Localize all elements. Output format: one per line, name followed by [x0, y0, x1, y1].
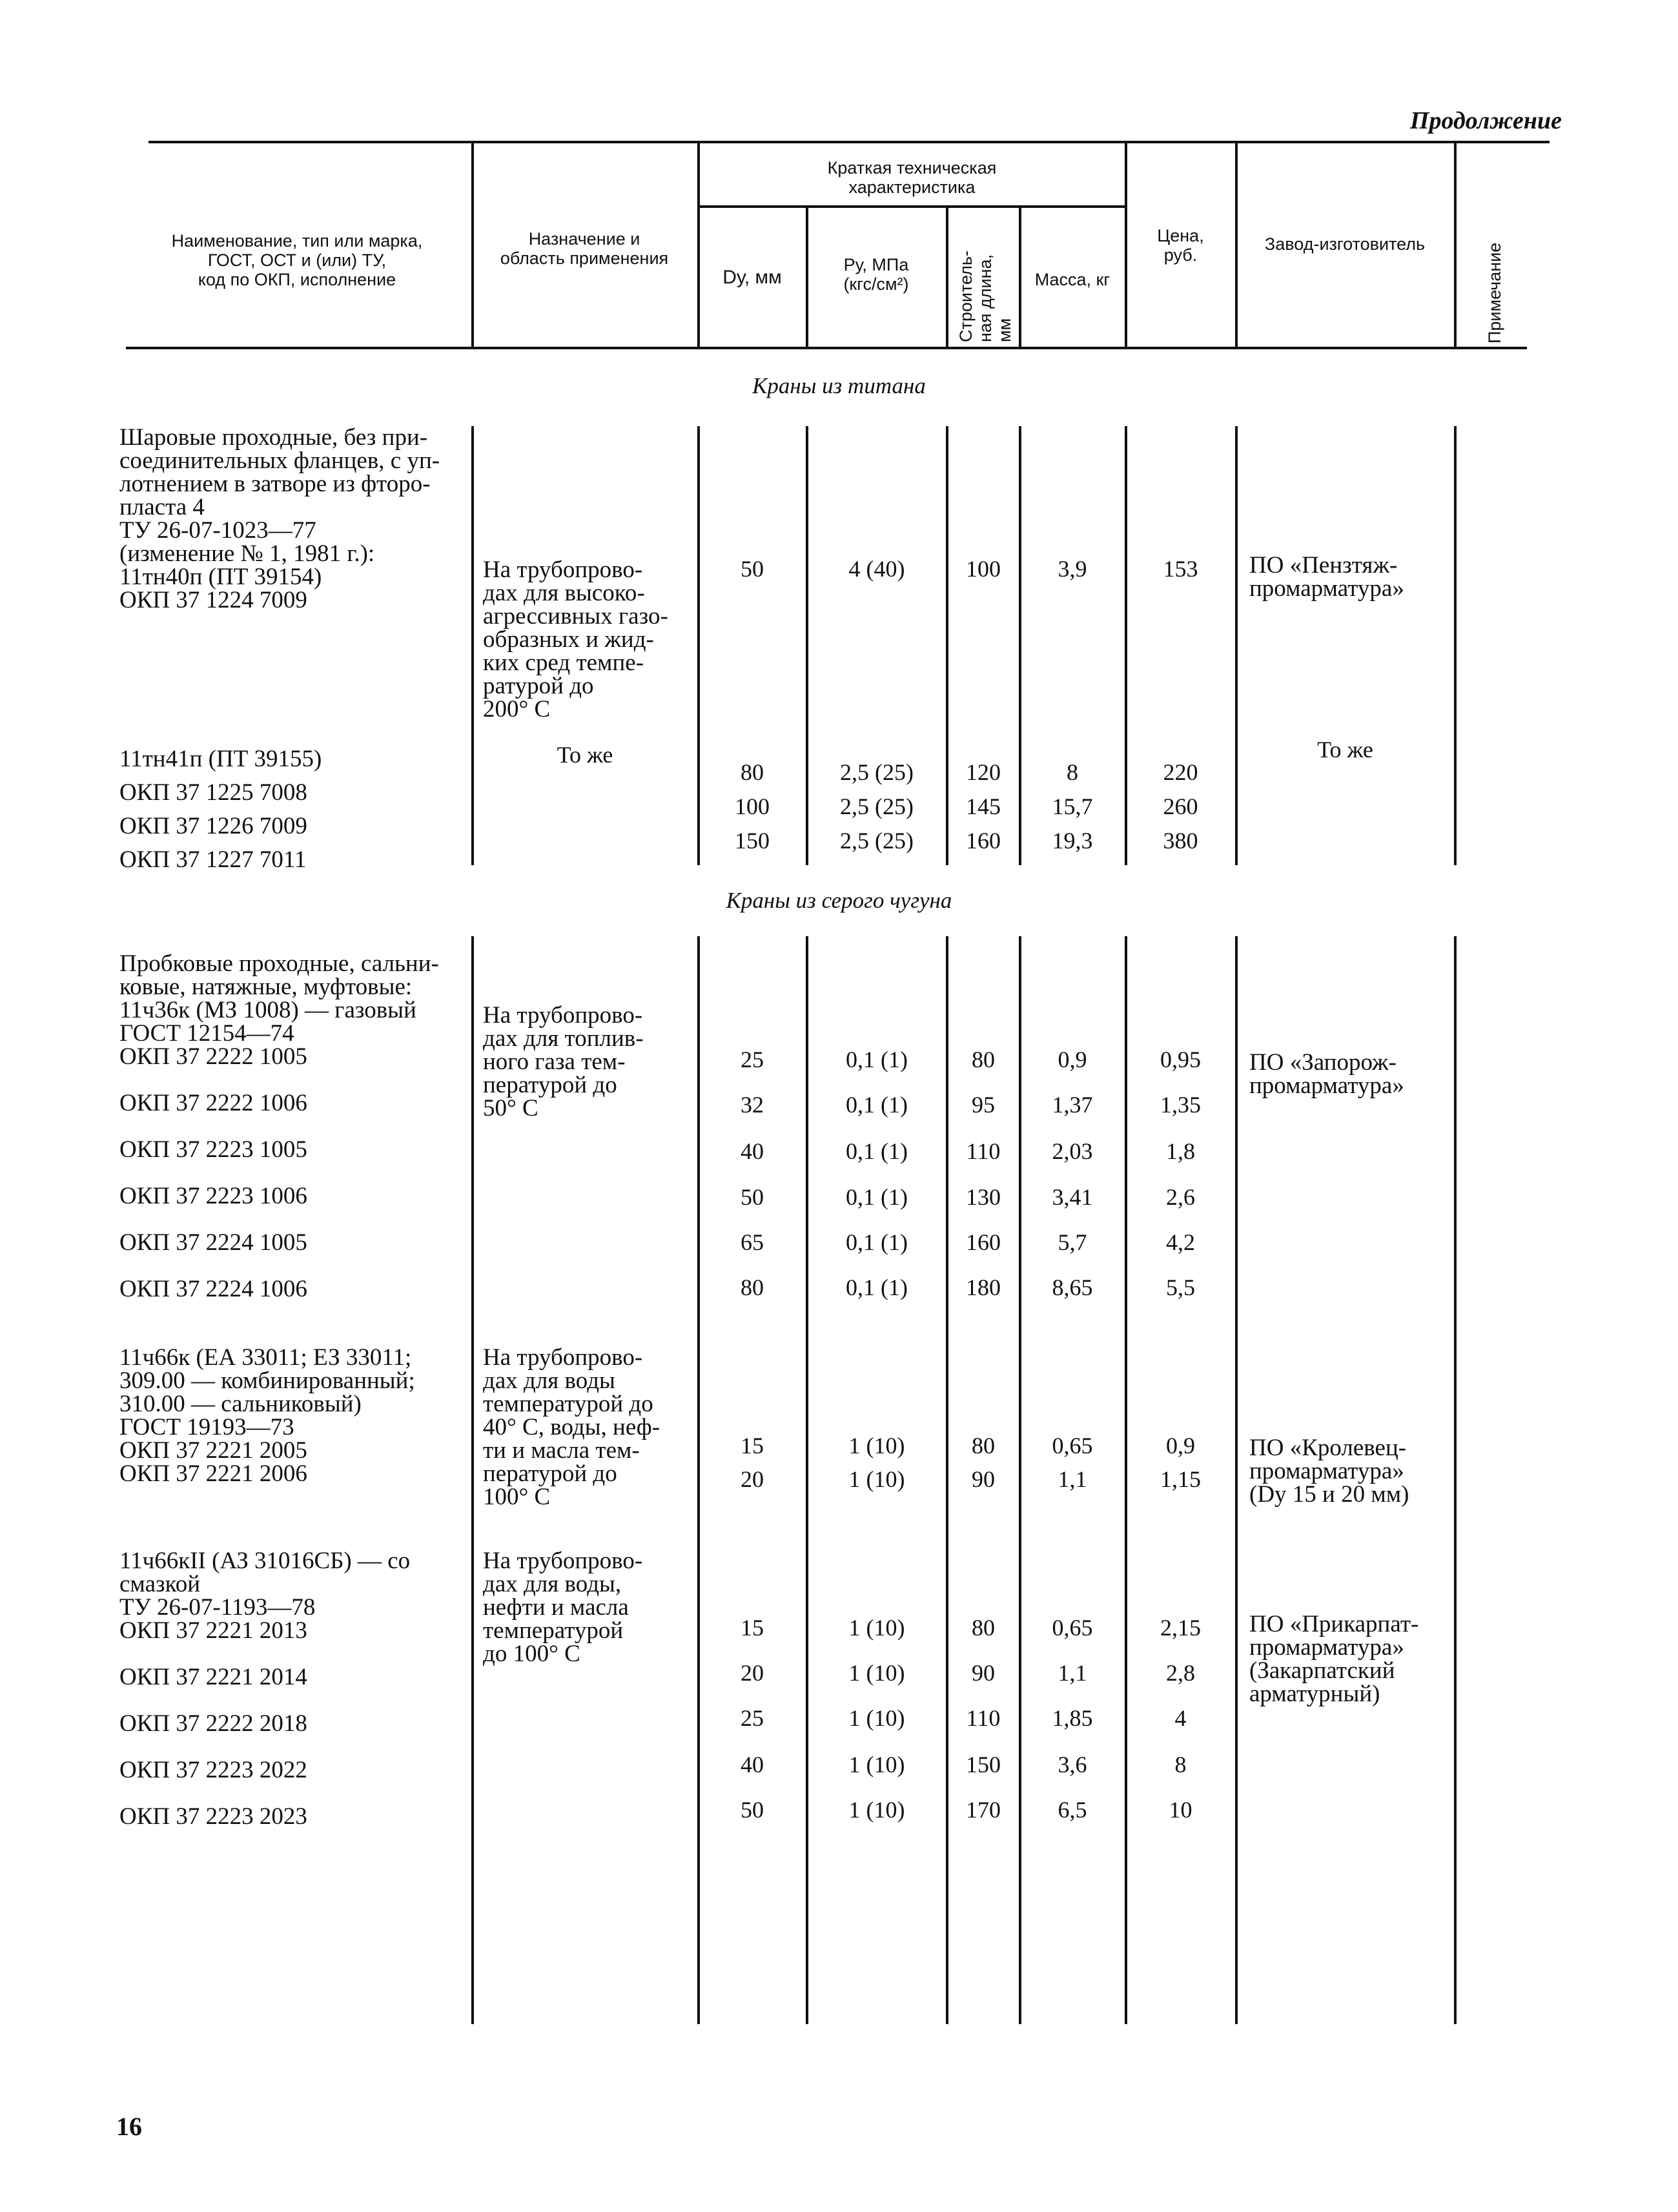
header-purpose: Назначение и область применения [500, 229, 669, 268]
b3r0-dy: 15 [741, 1433, 764, 1459]
block-4-purpose: На трубопрово- дах для воды, нефти и масла температурой до 100° С [483, 1548, 643, 1667]
b4r1-len: 90 [972, 1660, 995, 1686]
b4r0-len: 80 [972, 1615, 995, 1641]
b1r2-price: 380 [1163, 828, 1198, 854]
b4r3-price: 8 [1174, 1752, 1187, 1777]
b1r2-py: 2,5 (25) [840, 828, 914, 854]
block-0-name: Шаровые проходные, без при- соединительных фланцев, с уп- лотнением в затворе из фторо- пласта 4 ТУ 26-07-1023—77 (изменение № 1, 1981 г.): 11тн40п (ПТ 39154) ОКП 37 1224 7009 [119, 424, 440, 613]
b2r2-dy: 40 [741, 1138, 764, 1164]
b2r2-mass: 2,03 [1052, 1138, 1093, 1164]
b0r0-price: 153 [1163, 556, 1198, 582]
b0r0-py: 4 (40) [848, 556, 905, 582]
block-4-name: 11ч66кII (АЗ 31016СБ) — со смазкой ТУ 26-07-1193—78 ОКП 37 2221 2013 ОКП 37 2221 2014 ОКП 37 2222 2018 ОКП 37 2223 2022 ОКП 37 2223 2023 [119, 1548, 411, 1830]
b3r1-py: 1 (10) [848, 1466, 905, 1492]
header-name: Наименование, тип или марка, ГОСТ, ОСТ и (или) ТУ, код по ОКП, исполнение [171, 231, 423, 289]
header-col-sep-4 [946, 207, 948, 347]
b3r1-price: 1,15 [1160, 1466, 1201, 1492]
b2r1-len: 95 [972, 1092, 995, 1118]
b2r4-mass: 5,7 [1058, 1229, 1087, 1255]
b1r0-mass: 8 [1067, 759, 1078, 785]
header-maker: Завод-изготовитель [1264, 234, 1426, 254]
body1-col-sep-8 [1454, 426, 1457, 865]
b4r0-dy: 15 [741, 1615, 764, 1641]
b1r0-len: 120 [966, 759, 1001, 785]
b3r0-mass: 0,65 [1052, 1433, 1093, 1459]
header-spec-group: Краткая техническая характеристика [827, 158, 997, 197]
block-3-name: 11ч66к (ЕА 33011; ЕЗ 33011; 309.00 — комбинированный; 310.00 — сальниковый) ГОСТ 19193—73 ОКП 37 2221 2005 ОКП 37 2221 2006 [119, 1344, 415, 1487]
b4r2-mass: 1,85 [1052, 1705, 1093, 1731]
b2r5-py: 0,1 (1) [846, 1275, 908, 1300]
b1r0-dy: 80 [741, 759, 764, 785]
b2r3-len: 130 [966, 1184, 1001, 1210]
b1r2-mass: 19,3 [1052, 828, 1093, 854]
b2r2-len: 110 [966, 1138, 1001, 1164]
b1r0-price: 220 [1163, 759, 1198, 785]
b2r1-mass: 1,37 [1052, 1092, 1093, 1118]
b1r2-dy: 150 [735, 828, 770, 854]
block-2-name: Пробковые проходные, сальни- ковые, натяжные, муфтовые: 11ч36к (МЗ 1008) — газовый ГОСТ 12154—74 ОКП 37 2222 1005 ОКП 37 2222 1006 ОКП 37 2223 1005 ОКП 37 2223 1006 ОКП 37 2224 1005 ОКП 37 2224 1006 [119, 950, 439, 1302]
b3r1-len: 90 [972, 1466, 995, 1492]
header-dy: Dу, мм [722, 267, 782, 288]
b4r3-len: 150 [966, 1752, 1001, 1777]
b4r1-dy: 20 [741, 1660, 764, 1686]
b4r0-py: 1 (10) [848, 1615, 905, 1641]
section-title-cast-iron: Краны из серого чугуна [726, 888, 952, 913]
b4r1-py: 1 (10) [848, 1660, 905, 1686]
b4r1-price: 2,8 [1166, 1660, 1195, 1686]
b4r0-price: 2,15 [1160, 1615, 1201, 1641]
block-0-maker: ПО «Пензтяж- промарматура» [1249, 552, 1404, 602]
b2r1-dy: 32 [741, 1092, 764, 1118]
header-mass: Масса, кг [1034, 270, 1110, 289]
block-4-maker: ПО «Прикарпат- промарматура» (Закарпатский арматурный) [1249, 1611, 1419, 1707]
b2r4-py: 0,1 (1) [846, 1229, 908, 1255]
b0r0-dy: 50 [741, 556, 764, 582]
page-number: 16 [116, 2112, 142, 2141]
b3r0-len: 80 [972, 1433, 995, 1459]
b1r1-dy: 100 [735, 794, 770, 819]
b2r3-mass: 3,41 [1052, 1184, 1093, 1210]
block-1-name: 11тн41п (ПТ 39155) ОКП 37 1225 7008 ОКП 37 1226 7009 ОКП 37 1227 7011 [119, 746, 322, 873]
b1r1-len: 145 [966, 794, 1001, 819]
header-top-rule [148, 141, 1550, 143]
b4r3-dy: 40 [741, 1752, 764, 1777]
body2-col-sep-7 [1235, 936, 1238, 2024]
b3r0-price: 0,9 [1166, 1433, 1195, 1459]
b4r2-price: 4 [1174, 1705, 1187, 1731]
b1r2-len: 160 [966, 828, 1001, 854]
b4r2-dy: 25 [741, 1705, 764, 1731]
b2r4-dy: 65 [741, 1229, 764, 1255]
section-title-titanium: Краны из титана [752, 373, 926, 398]
b2r3-dy: 50 [741, 1184, 764, 1210]
b4r2-py: 1 (10) [848, 1705, 905, 1731]
b3r0-py: 1 (10) [848, 1433, 905, 1459]
header-bottom-rule [126, 347, 1527, 349]
b2r1-price: 1,35 [1160, 1092, 1201, 1118]
b2r0-dy: 25 [741, 1047, 764, 1072]
b2r0-mass: 0,9 [1058, 1047, 1087, 1072]
b0r0-mass: 3,9 [1058, 556, 1087, 582]
body1-col-sep-7 [1235, 426, 1238, 865]
b4r4-dy: 50 [741, 1797, 764, 1823]
header-py: Pу, МПа (кгс/см²) [843, 255, 909, 294]
block-1-purpose: То же [557, 742, 613, 768]
b1r1-py: 2,5 (25) [840, 794, 914, 819]
header-col-sep-8 [1454, 142, 1457, 347]
block-2-maker: ПО «Запорож- промарматура» [1249, 1049, 1404, 1099]
b4r4-py: 1 (10) [848, 1797, 905, 1823]
b2r5-dy: 80 [741, 1275, 764, 1300]
b2r0-py: 0,1 (1) [846, 1047, 908, 1072]
b4r2-len: 110 [966, 1705, 1001, 1731]
b2r4-price: 4,2 [1166, 1229, 1195, 1255]
b2r2-py: 0,1 (1) [846, 1138, 908, 1164]
block-0-purpose: На трубопрово- дах для высоко- агрессивных газо- образных и жид- ких сред темпе- ратурой до 200° С [483, 557, 668, 722]
b0r0-len: 100 [966, 556, 1001, 582]
header-col-sep-1 [471, 142, 474, 347]
header-col-sep-2 [697, 142, 700, 347]
b3r1-mass: 1,1 [1058, 1466, 1087, 1492]
b4r1-mass: 1,1 [1058, 1660, 1087, 1686]
spec-group-rule [699, 205, 1125, 208]
b4r0-mass: 0,65 [1052, 1615, 1093, 1641]
continuation-label: Продолжение [1409, 107, 1562, 134]
b4r3-mass: 3,6 [1058, 1752, 1087, 1777]
block-1-maker: То же [1317, 737, 1373, 763]
b2r5-len: 180 [966, 1275, 1001, 1300]
body2-col-sep-1 [471, 936, 474, 2024]
b4r3-py: 1 (10) [848, 1752, 905, 1777]
b1r1-price: 260 [1163, 794, 1198, 819]
block-3-maker: ПО «Кролевец- промарматура» (Dу 15 и 20 мм) [1249, 1435, 1409, 1508]
b4r4-mass: 6,5 [1058, 1797, 1087, 1823]
b2r3-price: 2,6 [1166, 1184, 1195, 1210]
block-3-purpose: На трубопрово- дах для воды температурой до 40° С, воды, неф- ти и масла тем- пературой до 100° С [483, 1344, 660, 1510]
b3r1-dy: 20 [741, 1466, 764, 1492]
b2r5-mass: 8,65 [1052, 1275, 1093, 1300]
header-price: Цена, руб. [1157, 226, 1204, 265]
b2r2-price: 1,8 [1166, 1138, 1195, 1164]
header-note: Примечание [1485, 242, 1504, 343]
header-length: Строитель- ная длина, мм [956, 251, 1014, 342]
b2r0-len: 80 [972, 1047, 995, 1072]
b4r4-len: 170 [966, 1797, 1001, 1823]
b2r5-price: 5,5 [1166, 1275, 1195, 1300]
block-2-purpose: На трубопрово- дах для топлив- ного газа тем- пературой до 50° С [483, 1002, 644, 1121]
b2r4-len: 160 [966, 1229, 1001, 1255]
b2r0-price: 0,95 [1160, 1047, 1201, 1072]
b2r1-py: 0,1 (1) [846, 1092, 908, 1118]
b1r0-py: 2,5 (25) [840, 759, 914, 785]
b2r3-py: 0,1 (1) [846, 1184, 908, 1210]
b1r1-mass: 15,7 [1052, 794, 1093, 819]
body1-col-sep-1 [471, 426, 474, 865]
b4r4-price: 10 [1169, 1797, 1192, 1823]
